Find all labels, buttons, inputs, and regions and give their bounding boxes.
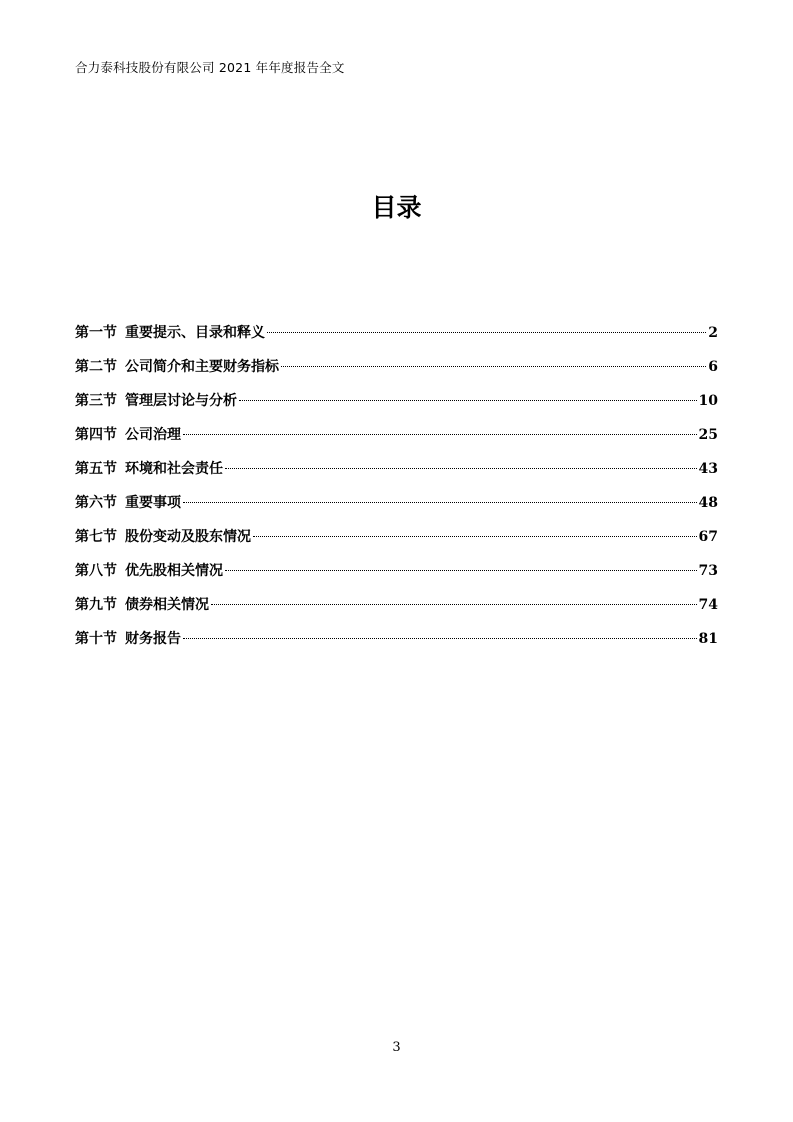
toc-entry[interactable] <box>75 526 718 560</box>
toc-section-number: 第二节 <box>75 359 117 375</box>
toc-entry[interactable] <box>75 390 718 424</box>
toc-dot-leader <box>281 366 706 367</box>
toc-section-name: 财务报告 <box>125 631 181 647</box>
toc-section-name: 重要事项 <box>125 495 181 511</box>
toc-section-name: 债券相关情况 <box>125 597 209 613</box>
toc-section-number: 第三节 <box>75 393 117 409</box>
toc-section-number: 第四节 <box>75 427 117 443</box>
toc-title: 目录 <box>371 193 422 222</box>
toc-section-number: 第五节 <box>75 461 117 477</box>
toc-dot-leader <box>183 502 697 503</box>
toc-section-name: 重要提示、目录和释义 <box>125 325 265 341</box>
toc-section-number: 第八节 <box>75 563 117 579</box>
toc-page-number: 2 <box>708 325 718 341</box>
toc-dot-leader <box>183 434 697 435</box>
toc-page-number: 48 <box>698 495 718 511</box>
toc-section-number: 第一节 <box>75 325 117 341</box>
toc-entry[interactable] <box>75 560 718 594</box>
toc-dot-leader <box>225 468 697 469</box>
toc-section-name: 公司简介和主要财务指标 <box>125 359 279 375</box>
toc-section-name: 优先股相关情况 <box>125 563 223 579</box>
toc-page-number: 25 <box>698 427 718 443</box>
toc-section-number: 第九节 <box>75 597 117 613</box>
toc-entry[interactable] <box>75 424 718 458</box>
toc-dot-leader <box>211 604 697 605</box>
toc-dot-leader <box>253 536 697 537</box>
running-header: 合力泰科技股份有限公司 2021 年年度报告全文 <box>75 60 345 75</box>
toc-page-number: 6 <box>708 359 718 375</box>
toc-section-name: 股份变动及股东情况 <box>125 529 251 545</box>
toc-section-number: 第六节 <box>75 495 117 511</box>
toc-page-number: 74 <box>698 597 718 613</box>
toc-section-name: 管理层讨论与分析 <box>125 393 237 409</box>
toc-entry[interactable] <box>75 356 718 390</box>
toc-page-number: 10 <box>698 393 718 409</box>
toc-dot-leader <box>239 400 697 401</box>
toc-section-name: 环境和社会责任 <box>125 461 223 477</box>
toc-dot-leader <box>183 638 697 639</box>
toc-entry[interactable] <box>75 594 718 628</box>
toc-page-number: 43 <box>698 461 718 477</box>
toc-dot-leader <box>225 570 697 571</box>
toc-entry[interactable] <box>75 628 718 662</box>
toc-section-name: 公司治理 <box>125 427 181 443</box>
toc-entry[interactable] <box>75 492 718 526</box>
toc-list <box>75 322 718 662</box>
toc-page-number: 73 <box>698 563 718 579</box>
toc-page-number: 67 <box>698 529 718 545</box>
toc-page-number: 81 <box>698 631 718 647</box>
toc-entry[interactable] <box>75 322 718 356</box>
page-number: 3 <box>392 1040 401 1055</box>
toc-dot-leader <box>267 332 706 333</box>
toc-section-number: 第七节 <box>75 529 117 545</box>
toc-section-number: 第十节 <box>75 631 117 647</box>
toc-entry[interactable] <box>75 458 718 492</box>
